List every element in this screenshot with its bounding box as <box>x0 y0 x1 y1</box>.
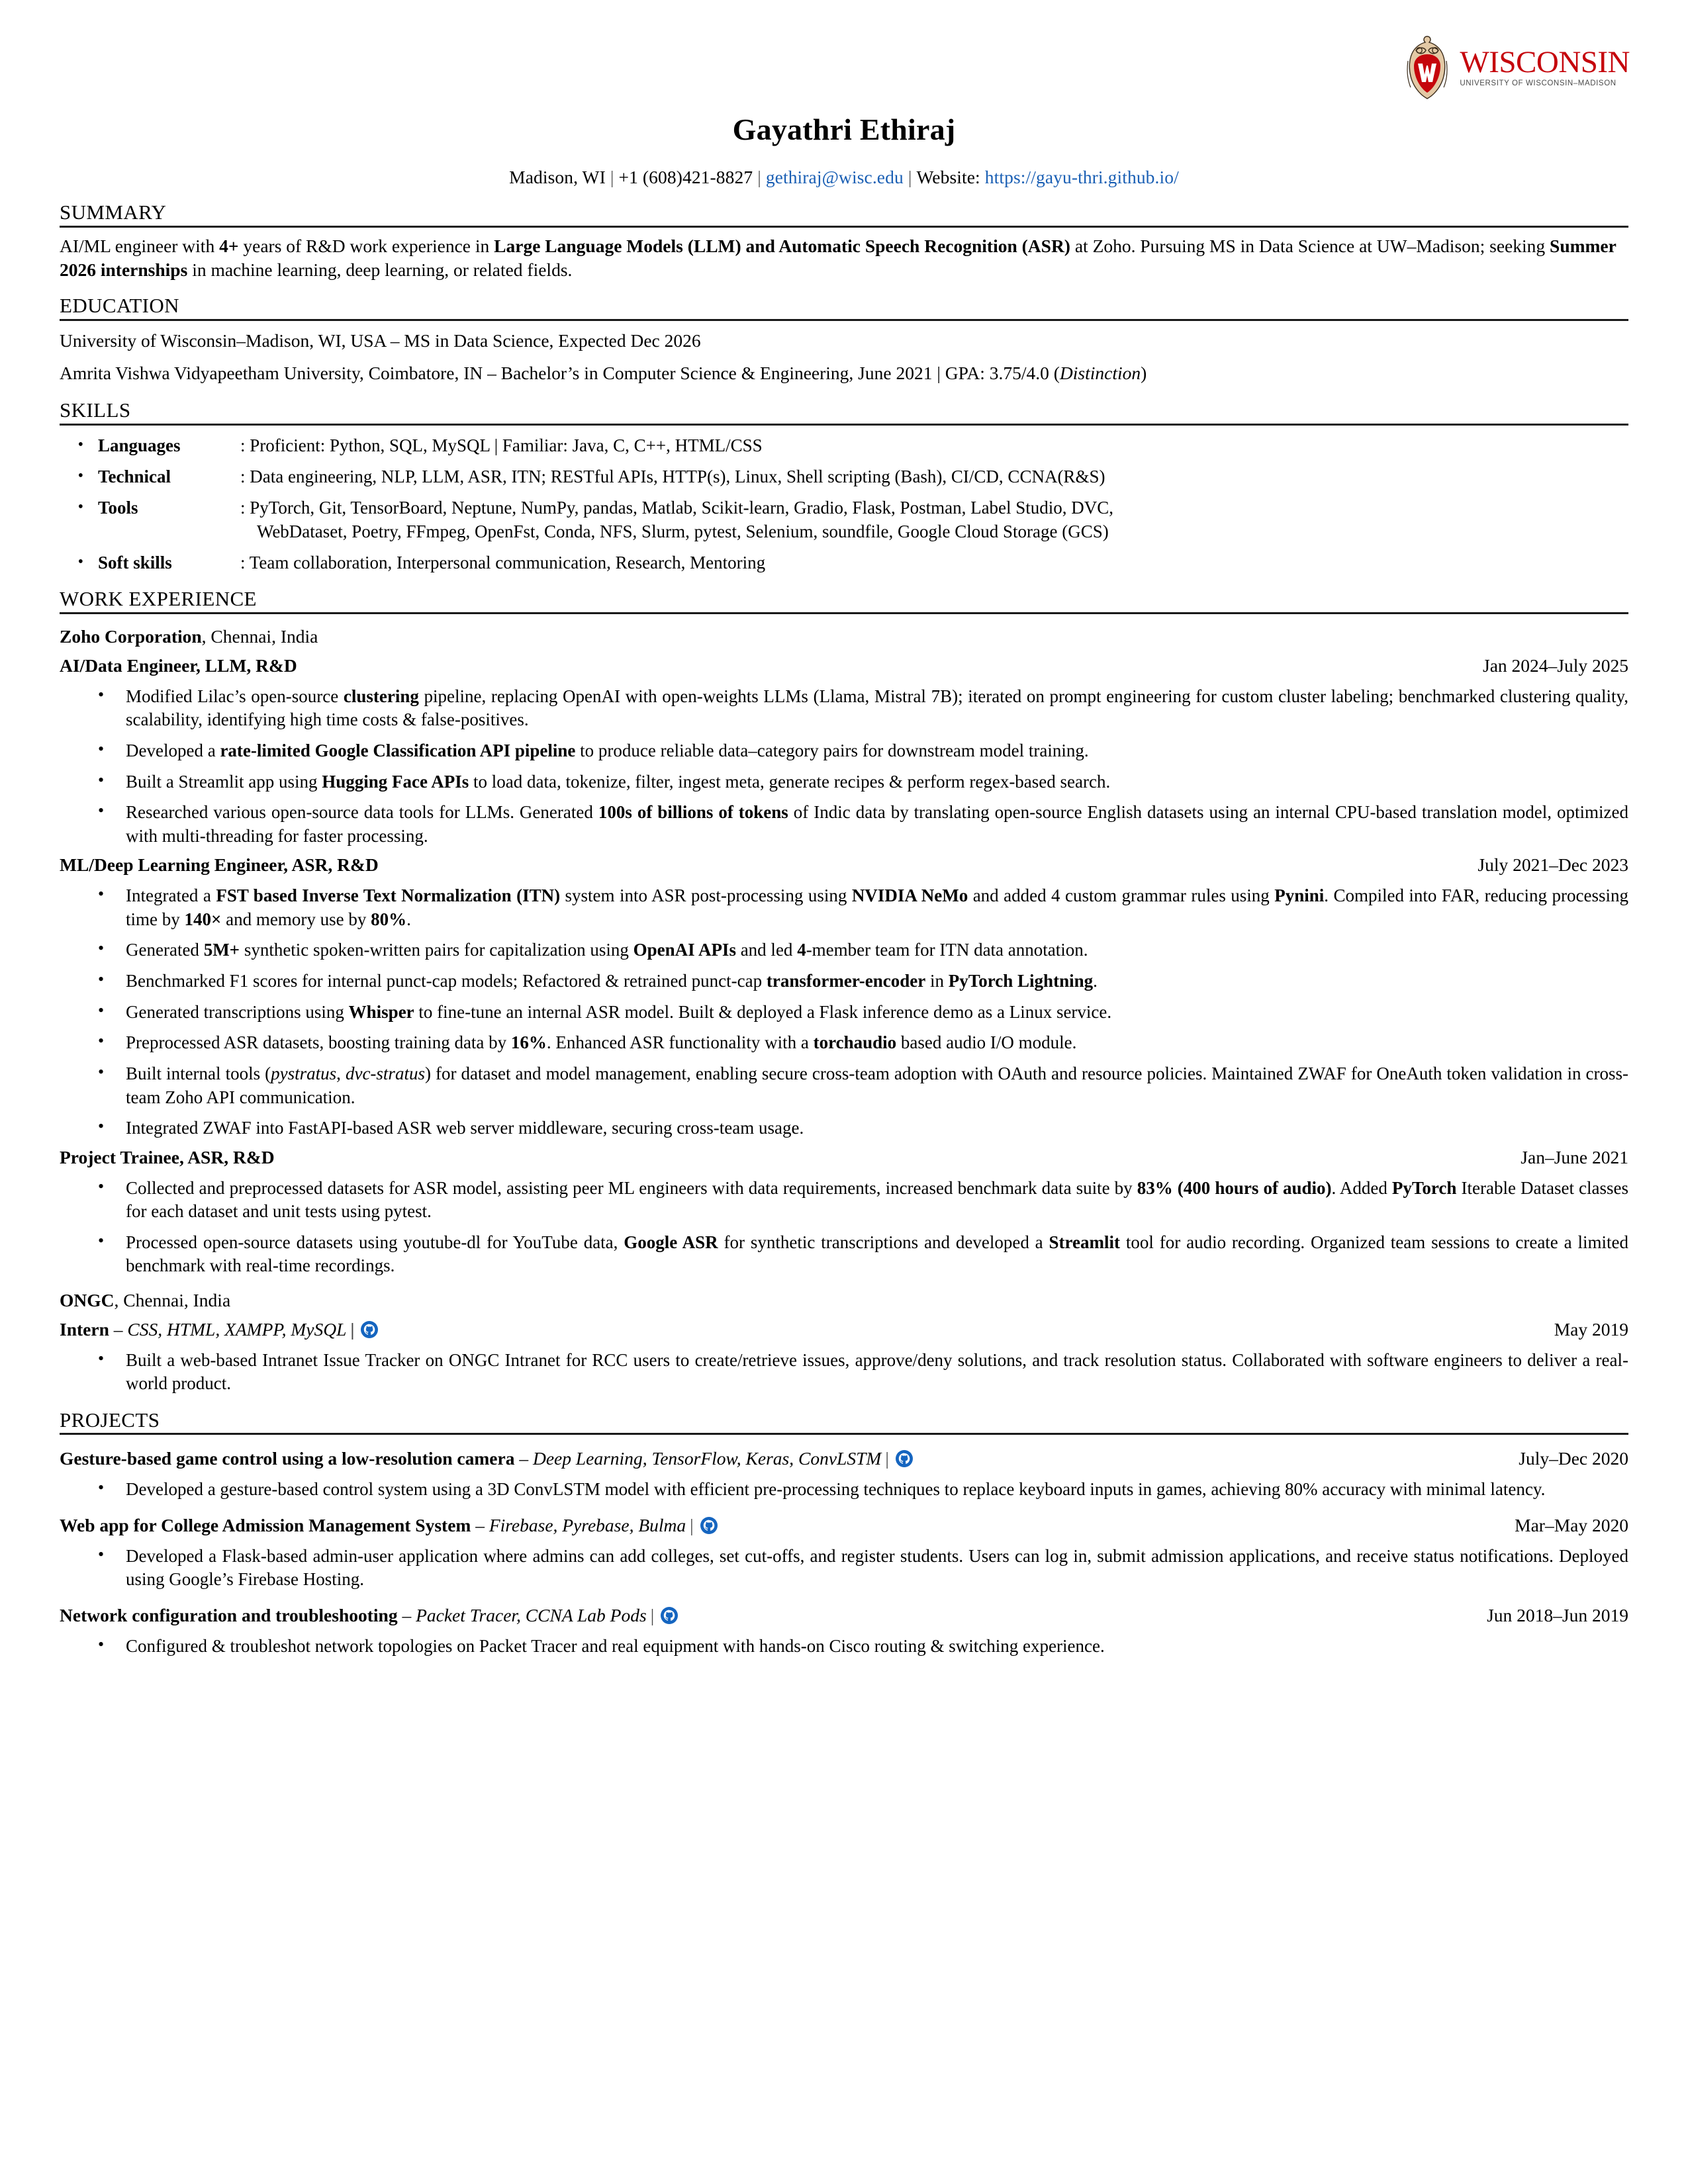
project-stack: – Firebase, Pyrebase, Bulma <box>471 1514 686 1535</box>
contact-location: Madison, WI <box>509 167 606 188</box>
bullet-item <box>60 770 1628 794</box>
text-run: Generated transcriptions using <box>126 1001 349 1022</box>
text-run: : PyTorch, Git, TensorBoard, Neptune, NumPy, pandas, Matlab, Scikit-learn, Gradio, Flask, Postman, Label Studio, DVC, <box>240 497 1114 518</box>
text-run: Intern <box>60 1318 109 1340</box>
role-stack: – CSS, HTML, XAMPP, MySQL <box>109 1318 347 1340</box>
text-run: PyTorch <box>1391 1177 1457 1198</box>
bullet-item <box>60 1116 1628 1140</box>
section-title-summary: SUMMARY <box>60 201 167 224</box>
text-run: Built a Streamlit app using <box>126 771 322 792</box>
skill-value <box>240 465 1628 488</box>
text-run: pipeline, replacing OpenAI with open-weights LLMs (Llama, Mistral 7B); iterated on prompt engineering for custom cluster labeling; benchmarked clustering quality, scalability, identifying high time costs & false-positives. <box>126 686 1628 730</box>
bullet-item <box>60 884 1628 931</box>
text-run: clustering <box>343 686 419 706</box>
project-stack: – Deep Learning, TensorFlow, Keras, ConvLSTM <box>514 1448 882 1469</box>
text-run: AI/Data Engineer, LLM, R&D <box>60 655 297 676</box>
text-run: pystratus <box>271 1063 337 1083</box>
bullet-item <box>60 938 1628 962</box>
page-title: Gayathri Ethiraj <box>732 112 956 146</box>
role-date: Jan 2024–July 2025 <box>1483 655 1628 676</box>
text-run: ML/Deep Learning Engineer, ASR, R&D <box>60 854 379 876</box>
text-run: FST based Inverse Text Normalization (ITN) <box>216 886 561 906</box>
employer-line <box>60 1289 1628 1312</box>
text-run: Processed open-source datasets using youtube-dl for YouTube data, <box>126 1232 624 1252</box>
employer-line <box>60 625 1628 649</box>
bullet-item <box>60 1001 1628 1024</box>
skill-row <box>60 465 1628 488</box>
text-run: Collected and preprocessed datasets for ASR model, assisting peer ML engineers with data requirements, increased benchmark data suite by <box>126 1177 1137 1198</box>
text-run: of Indic data by translating open-source English datasets using an internal CPU-based translation model, optimized with multi-threading for faster processing. <box>126 802 1628 846</box>
text-run: Built internal tools ( <box>126 1063 271 1083</box>
text-run: synthetic spoken-written pairs for capitalization using <box>240 940 633 960</box>
text-run: . <box>406 909 411 929</box>
text-run: Developed a <box>126 740 220 760</box>
text-run: based audio I/O module. <box>896 1032 1077 1053</box>
work-entry <box>60 625 1628 1278</box>
bullet-item <box>60 739 1628 763</box>
text-run: Configured & troubleshot network topologies on Packet Tracer and real equipment with hands-on Cisco routing & switching experience. <box>126 1635 1105 1656</box>
project-title: Network configuration and troubleshooting <box>60 1604 398 1625</box>
text-run: Modified Lilac’s open-source <box>126 686 344 706</box>
summary-text: AI/ML engineer with 4+ years of R&D work experience in Large Language Models (LLM) and Automatic Speech Recognition (ASR) at Zoho. Pursuing MS in Data Science at UW–Madison; seeking Summer 2026 internships in machine learning, deep learning, or related fields. <box>60 235 1617 280</box>
bullet-list <box>60 1349 1628 1396</box>
section-title-skills: SKILLS <box>60 398 131 422</box>
role-title <box>60 1318 378 1342</box>
text-run: Iterable Dataset classes for each dataset and unit tests using pytest. <box>126 1177 1628 1222</box>
contact-phone: +1 (608)421-8827 <box>618 167 753 188</box>
section-projects <box>60 1409 1628 1658</box>
skill-row <box>60 433 1628 457</box>
text-run: . Enhanced ASR functionality with a <box>546 1032 814 1053</box>
employer-location: , Chennai, India <box>114 1290 231 1311</box>
project-date: Jun 2018–Jun 2019 <box>1487 1604 1628 1625</box>
project-header <box>60 1604 1628 1627</box>
bullet-marker: • <box>77 498 83 516</box>
section-title-projects: PROJECTS <box>60 1408 160 1432</box>
bullet-list <box>60 685 1628 848</box>
project-title: Web app for College Admission Management System <box>60 1514 471 1535</box>
text-run: Generated <box>126 940 204 960</box>
text-run: and memory use by <box>221 909 371 929</box>
text-run: Hugging Face APIs <box>322 771 469 792</box>
role-line <box>60 654 1628 678</box>
text-run: 80% <box>371 909 407 929</box>
text-run: Distinction <box>1059 363 1141 383</box>
section-work-experience <box>60 588 1628 1395</box>
contact-website-link[interactable]: https://gayu-thri.github.io/ <box>984 167 1179 188</box>
skill-label: Soft skills <box>98 553 172 573</box>
section-skills <box>60 399 1628 575</box>
text-run: dvc-stratus <box>345 1063 425 1083</box>
text-run: 140× <box>184 909 222 929</box>
bullet-list <box>60 1177 1628 1279</box>
text-run: 4 <box>797 940 806 960</box>
section-title-education: EDUCATION <box>60 294 179 318</box>
skill-row <box>60 496 1628 543</box>
text-run: PyTorch Lightning <box>948 971 1094 991</box>
role-title <box>60 853 379 877</box>
text-run: torchaudio <box>813 1032 897 1053</box>
bullet-marker: • <box>77 435 83 453</box>
text-run: transformer-encoder <box>766 971 926 991</box>
bullet-item <box>60 801 1628 848</box>
project-title: Gesture-based game control using a low-resolution camera <box>60 1448 515 1469</box>
bullet-item <box>60 1478 1628 1502</box>
text-run: tool for audio recording. Organized team sessions to create a limited benchmark with real-time recordings. <box>126 1232 1628 1276</box>
bullet-item <box>60 685 1628 732</box>
github-icon[interactable]: | <box>686 1515 718 1535</box>
project-title-group <box>60 1604 678 1627</box>
section-divider <box>60 1433 1628 1435</box>
uw-wordmark-wisconsin: WISCONSIN <box>1460 45 1630 80</box>
bullet-item <box>60 1545 1628 1592</box>
skill-label: Tools <box>98 497 138 518</box>
project-date: Mar–May 2020 <box>1515 1514 1628 1535</box>
text-run: . <box>1093 971 1098 991</box>
skill-row <box>60 551 1628 574</box>
bullet-item <box>60 1349 1628 1396</box>
role-title <box>60 1146 275 1169</box>
employer-name: ONGC <box>60 1290 115 1311</box>
project-stack: – Packet Tracer, CCNA Lab Pods <box>397 1604 647 1625</box>
work-entry <box>60 1289 1628 1396</box>
bullet-item <box>60 1062 1628 1109</box>
bullet-list <box>60 1635 1628 1659</box>
bullet-item <box>60 1177 1628 1224</box>
bullet-item <box>60 1231 1628 1278</box>
text-run: Researched various open-source data tools for LLMs. Generated <box>126 802 598 823</box>
text-run: . Added <box>1331 1177 1392 1198</box>
project-title-group <box>60 1447 913 1471</box>
project-header <box>60 1447 1628 1471</box>
text-run: system into ASR post-processing using <box>560 886 852 906</box>
text-run: Amrita Vishwa Vidyapeetham University, Coimbatore, IN – Bachelor’s in Computer Science & Engineering, June 2021 | GPA: 3.75/4.0 ( <box>60 363 1060 383</box>
contact-separator: | <box>610 167 614 188</box>
role-line <box>60 853 1628 877</box>
role-line <box>60 1318 1628 1342</box>
text-run: Developed a gesture-based control system using a 3D ConvLSTM model with efficient pre-processing techniques to replace keyboard inputs in games, achieving 80% accuracy with minimal latency. <box>126 1479 1546 1500</box>
skill-value <box>240 551 1628 574</box>
skill-value-continued: WebDataset, Poetry, FFmpeg, OpenFst, Conda, NFS, Slurm, pytest, Selenium, soundfile, Google Cloud Storage (GCS) <box>257 522 1109 542</box>
contact-email-link[interactable]: gethiraj@wisc.edu <box>765 167 904 188</box>
work-list <box>60 625 1628 1396</box>
text-run: to load data, tokenize, filter, ingest meta, generate recipes & perform regex-based search. <box>469 771 1111 792</box>
text-run: to produce reliable data–category pairs for downstream model training. <box>575 740 1089 760</box>
contact-line <box>60 167 1628 188</box>
text-run: 16% <box>510 1032 547 1053</box>
text-run: 100s of billions of tokens <box>598 802 788 823</box>
role-date: July 2021–Dec 2023 <box>1477 854 1628 876</box>
text-run: Google ASR <box>624 1232 718 1252</box>
bullet-item <box>60 1031 1628 1055</box>
contact-website-label: Website: <box>916 167 980 188</box>
section-divider <box>60 226 1628 228</box>
github-icon[interactable]: | <box>647 1605 679 1625</box>
text-run: ) for dataset and model management, enabling secure cross-team adoption with OAuth and resource policies. Maintained ZWAF for OneAuth token validation in cross-team Zoho API communication. <box>126 1063 1629 1107</box>
text-run: , <box>336 1063 346 1083</box>
bullet-marker: • <box>77 467 83 484</box>
text-run: ) <box>1141 363 1147 383</box>
project-date: July–Dec 2020 <box>1519 1448 1628 1469</box>
text-run: Project Trainee, ASR, R&D <box>60 1146 275 1167</box>
skill-value <box>240 433 1628 457</box>
text-run: : Proficient: Python, SQL, MySQL | Familiar: Java, C, C++, HTML/CSS <box>240 435 763 455</box>
section-title-work: WORK EXPERIENCE <box>60 587 257 611</box>
project-header <box>60 1514 1628 1537</box>
text-run: for synthetic transcriptions and developed a <box>718 1232 1049 1252</box>
text-run: rate-limited Google Classification API pipeline <box>220 740 576 760</box>
uw-wordmark-tagline: UNIVERSITY OF WISCONSIN–MADISON <box>1460 79 1617 87</box>
role-date: Jan–June 2021 <box>1521 1146 1628 1167</box>
bullet-marker: • <box>77 553 83 571</box>
project-entry <box>60 1447 1628 1501</box>
skills-list <box>60 433 1628 575</box>
text-run: NVIDIA NeMo <box>851 886 968 906</box>
text-run: 5M+ <box>203 940 240 960</box>
text-run: Pynini <box>1274 886 1325 906</box>
skill-label: Languages <box>98 435 181 455</box>
text-run: Integrated ZWAF into FastAPI-based ASR web server middleware, securing cross-team usage. <box>126 1118 804 1138</box>
github-icon[interactable]: | <box>881 1448 913 1469</box>
employer-location: , Chennai, India <box>201 626 318 647</box>
employer-name: Zoho Corporation <box>60 626 202 647</box>
bullet-list <box>60 1545 1628 1592</box>
section-divider <box>60 424 1628 426</box>
text-run: Preprocessed ASR datasets, boosting training data by <box>126 1032 511 1053</box>
contact-separator: | <box>757 167 761 188</box>
text-run: and led <box>735 940 798 960</box>
education-list <box>60 329 1628 386</box>
text-run: Benchmarked F1 scores for internal punct-cap models; Refactored & retrained punct-cap <box>126 971 767 991</box>
role-date: May 2019 <box>1554 1318 1628 1340</box>
education-entry <box>60 361 1628 386</box>
section-divider <box>60 319 1628 321</box>
section-divider <box>60 612 1628 614</box>
text-run: Streamlit <box>1049 1232 1121 1252</box>
github-icon[interactable]: | <box>346 1319 378 1340</box>
text-run: -member team for ITN data annotation. <box>806 940 1088 960</box>
education-entry: University of Wisconsin–Madison, WI, USA – MS in Data Science, Expected Dec 2026 <box>60 330 701 351</box>
text-run: Built a web-based Intranet Issue Tracker on ONGC Intranet for RCC users to create/retrieve issues, approve/deny solutions, and track resolution status. Collaborated with software engineers to deliver a real-world product. <box>126 1349 1628 1394</box>
text-run: 83% (400 hours of audio) <box>1137 1177 1332 1198</box>
text-run: Developed a Flask-based admin-user application where admins can add colleges, set cut-offs, and register students. Users can log in, submit admission applications, and receive status notifications. Deployed using Google’s Firebase Hosting. <box>126 1545 1628 1590</box>
role-title <box>60 654 297 678</box>
projects-list <box>60 1447 1628 1658</box>
project-title-group <box>60 1514 718 1537</box>
bullet-item <box>60 1635 1628 1659</box>
skill-label: Technical <box>98 466 171 486</box>
skill-value <box>240 496 1628 543</box>
text-run: . Compiled into FAR, reducing processing time by <box>126 886 1628 929</box>
section-education <box>60 295 1628 385</box>
text-run: : Data engineering, NLP, LLM, ASR, ITN; RESTful APIs, HTTP(s), Linux, Shell scripting (Bash), CI/CD, CCNA(R&S) <box>240 466 1105 486</box>
section-summary <box>60 201 1628 281</box>
text-run: OpenAI APIs <box>633 940 736 960</box>
text-run: and added 4 custom grammar rules using <box>968 886 1275 906</box>
project-entry <box>60 1514 1628 1592</box>
text-run: in <box>925 971 949 991</box>
bullet-list <box>60 1478 1628 1502</box>
project-entry <box>60 1604 1628 1658</box>
bullet-item <box>60 970 1628 993</box>
text-run: Whisper <box>348 1001 414 1022</box>
contact-separator: | <box>908 167 912 188</box>
bullet-list <box>60 884 1628 1140</box>
text-run: Integrated a <box>126 886 216 906</box>
role-line <box>60 1146 1628 1169</box>
text-run: to fine-tune an internal ASR model. Built & deployed a Flask inference demo as a Linux service. <box>414 1001 1112 1022</box>
text-run: : Team collaboration, Interpersonal communication, Research, Mentoring <box>240 553 766 573</box>
